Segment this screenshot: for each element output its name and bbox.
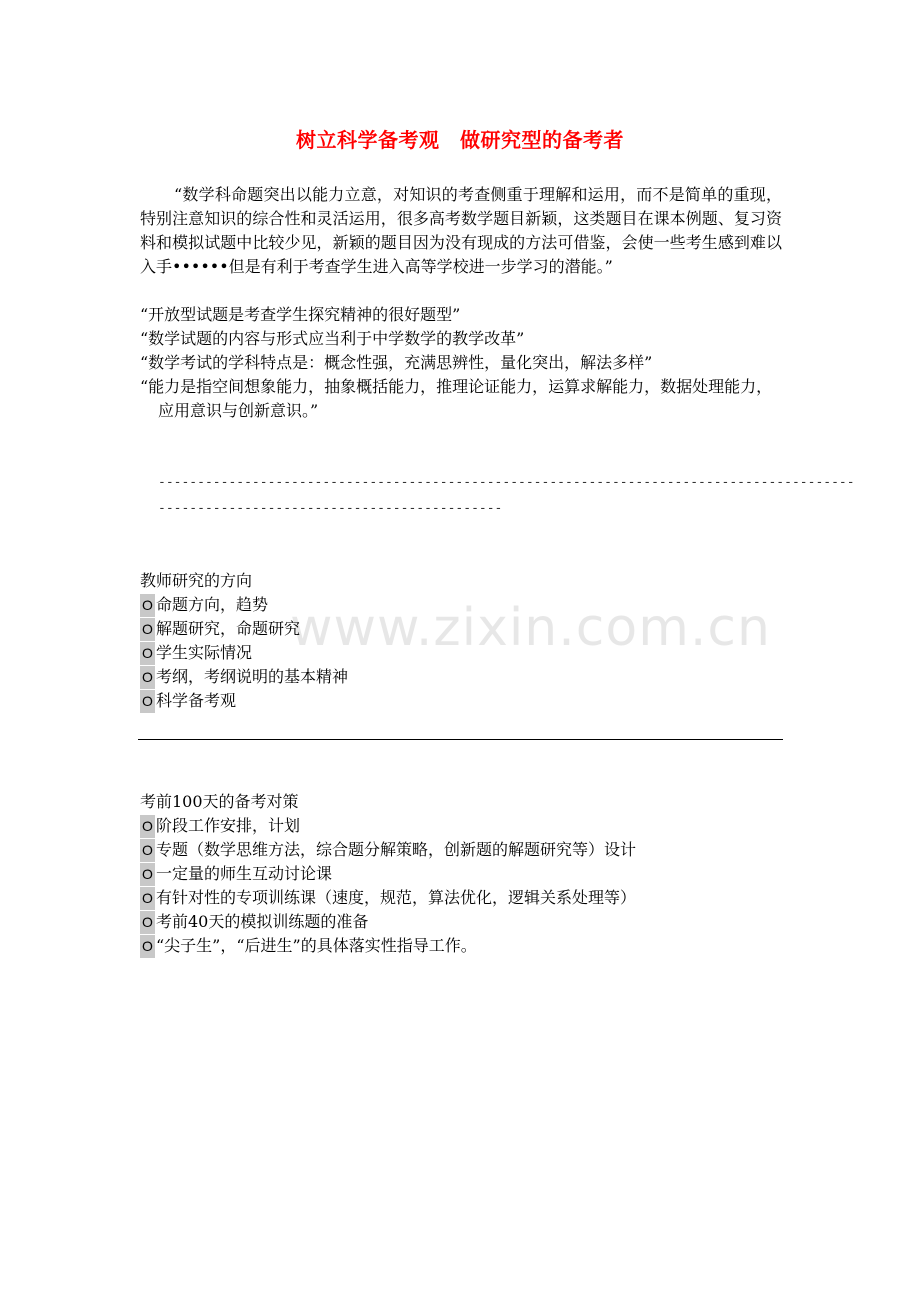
- bullet-icon: O: [140, 690, 155, 713]
- bullet-list: [140, 814, 780, 958]
- bullet-icon: O: [140, 642, 155, 665]
- quote-item: “数学试题的内容与形式应当利于中学数学的教学改革”: [140, 329, 525, 348]
- list-item-text: 学生实际情况: [156, 643, 253, 662]
- bullet-icon: O: [140, 666, 155, 689]
- list-item-text: “尖子生”，“后进生”的具体落实性指导工作。: [156, 936, 477, 955]
- list-item: [140, 814, 780, 838]
- list-item: [140, 910, 780, 934]
- list-item: [140, 665, 780, 689]
- bullet-icon: O: [140, 815, 155, 838]
- list-item-text: 一定量的师生互动讨论课: [156, 864, 333, 883]
- bullet-icon: O: [140, 618, 155, 641]
- list-item: [140, 593, 780, 617]
- list-item-text: 专题（数学思维方法，综合题分解策略，创新题的解题研究等）设计: [156, 840, 637, 859]
- bullet-icon: O: [140, 594, 155, 617]
- intro-paragraph: “数学科命题突出以能力立意，对知识的考查侧重于理解和运用，而不是简单的重现，特别注意知识的综合性和灵活运用，很多高考数学题目新颖，这类题目在课本例题、复习资料和模拟试题中比较少见，新颖的题目因为没有现成的方法可借鉴，会使一些考生感到难以入手••••••但是有利于考查学生进入高等学校进一步学习的潜能。”: [140, 185, 782, 276]
- bullet-icon: O: [140, 887, 155, 910]
- list-item: [140, 617, 780, 641]
- horizontal-divider: [138, 739, 783, 740]
- watermark: www.zixin.com.cn: [290, 598, 771, 658]
- quote-item: “开放型试题是考查学生探究精神的很好题型”: [140, 305, 461, 324]
- list-item: [140, 934, 780, 958]
- section-heading: 考前100天的备考对策: [140, 792, 299, 811]
- bullet-icon: O: [140, 863, 155, 886]
- bullet-icon: O: [140, 935, 155, 958]
- list-item: [140, 838, 780, 862]
- list-item-text: 有针对性的专项训练课（速度，规范，算法优化，逻辑关系处理等）: [156, 888, 637, 907]
- list-item-text: 考前40天的模拟训练题的准备: [156, 912, 369, 931]
- page-title: 树立科学备考观 做研究型的备考者: [296, 128, 624, 152]
- section-heading: 教师研究的方向: [140, 571, 253, 590]
- bullet-icon: O: [140, 911, 155, 934]
- teacher-research-section: [140, 569, 780, 713]
- list-item: [140, 641, 780, 665]
- list-item: [140, 886, 780, 910]
- quote-list: [140, 303, 785, 423]
- quote-item: “数学考试的学科特点是：概念性强，充满思辨性，量化突出，解法多样”: [140, 353, 653, 372]
- list-item-text: 解题研究，命题研究: [156, 619, 301, 638]
- list-item-text: 考纲，考纲说明的基本精神: [156, 667, 349, 686]
- hundred-days-strategy-section: [140, 790, 780, 958]
- list-item: [140, 689, 780, 713]
- dashed-separator: -----------------------------------------------------------------------------------------: [158, 475, 855, 490]
- list-item-text: 科学备考观: [156, 691, 237, 710]
- list-item-text: 阶段工作安排，计划: [156, 816, 301, 835]
- list-item-text: 命题方向，趋势: [156, 595, 269, 614]
- bullet-list: [140, 593, 780, 713]
- quote-item: “能力是指空间想象能力，抽象概括能力，推理论证能力，运算求解能力，数据处理能力，应用意识与创新意识。”: [140, 377, 773, 420]
- list-item: [140, 862, 780, 886]
- dashed-separator: --------------------------------------------: [158, 501, 503, 516]
- bullet-icon: O: [140, 839, 155, 862]
